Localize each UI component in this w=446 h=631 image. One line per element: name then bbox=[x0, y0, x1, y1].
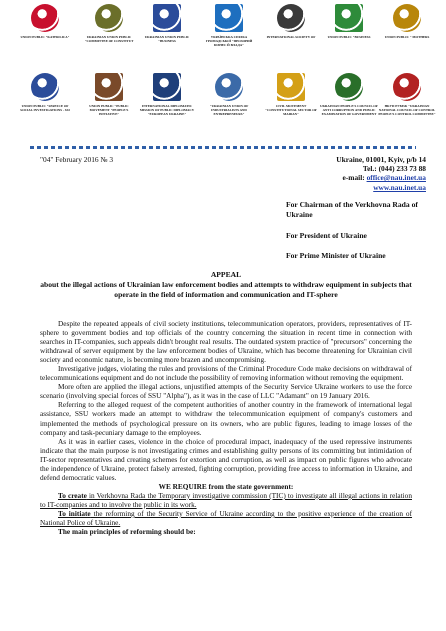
organization-logo bbox=[138, 4, 196, 43]
principles-text: The main principles of reforming should be: bbox=[58, 527, 196, 537]
organization-emblem-icon bbox=[393, 73, 421, 101]
addressee-prime-minister: For Prime Minister of Ukraine bbox=[286, 251, 386, 260]
principles-heading bbox=[40, 527, 412, 536]
organization-logo bbox=[262, 4, 320, 39]
require-heading: WE REQUIRE from the state government: bbox=[158, 481, 294, 491]
organization-logo bbox=[320, 73, 378, 116]
organization-emblem-icon bbox=[31, 73, 59, 101]
organization-emblem-icon bbox=[215, 4, 243, 32]
organization-caption: НКУП РУБЕЖ "UKRAINIAN NATIONAL COUNCIL OF CONTROL PEOPLE'S CONTROL COMMITTEE" bbox=[378, 104, 436, 117]
telephone: Tel.: (044) 233 73 88 bbox=[362, 164, 426, 174]
appeal-title: APPEAL bbox=[210, 270, 242, 279]
organization-logo bbox=[80, 73, 138, 116]
demand-initiate bbox=[40, 509, 412, 527]
email-line bbox=[286, 173, 426, 182]
organization-caption: "UKRAINIAN UNION OF INDUSTRIALISTS AND ENTREPRENEURS" bbox=[209, 104, 249, 117]
organization-caption: UNION PUBLIC " MOTHERS bbox=[384, 35, 430, 39]
email-link[interactable]: office@nau.inet.ua bbox=[366, 173, 426, 183]
date-line: "04" February 2016 № 3 bbox=[40, 155, 114, 164]
organization-caption: CIVIL MOVEMENT "CONSTITUTIONAL SECTOR OF MAIDAN" bbox=[265, 104, 317, 117]
organization-logo bbox=[200, 4, 258, 47]
website-link[interactable]: www.nau.inet.ua bbox=[373, 182, 426, 192]
organization-logo bbox=[16, 73, 74, 112]
organization-caption: INTERNATIONAL SOCIETY OF bbox=[266, 35, 316, 39]
organization-emblem-icon bbox=[95, 73, 123, 101]
demand-initiate-lead: To initiate bbox=[58, 508, 91, 518]
contact-block bbox=[286, 155, 426, 192]
organization-logo bbox=[80, 4, 138, 43]
organization-emblem-icon bbox=[153, 73, 181, 101]
organization-emblem-icon bbox=[335, 4, 363, 32]
organization-logo bbox=[378, 73, 436, 116]
demand-create bbox=[40, 491, 412, 509]
addressee-chairman: For Chairman of the Verkhovna Rada of Ukraine bbox=[286, 200, 418, 219]
organization-emblem-icon bbox=[277, 73, 305, 101]
paragraph: As it was in earlier cases, violence in the choice of procedural impact, inadequacy of the used repressive instruments indicate that the main purpose is not investigating crimes and establishing guilty persons of its committing but intimidation of IT-sector representatives and creating schemes for extortion and corruption, as well as impact on public figures who advocate the independence of Ukraine, protect falsely arrested, fighting corruption, providing free access to information in Ukraine, and defend democratic values. bbox=[40, 436, 412, 482]
organization-emblem-icon bbox=[153, 4, 181, 32]
organization-emblem-icon bbox=[31, 4, 59, 32]
organization-logo bbox=[320, 4, 378, 39]
organization-logo bbox=[138, 73, 196, 116]
organization-caption: UNION PUBLIC "BUSINESS bbox=[327, 35, 371, 39]
organization-logo bbox=[200, 73, 258, 116]
organization-logo bbox=[262, 73, 320, 116]
demand-create-lead: To create bbox=[58, 490, 87, 500]
appeal-title-block bbox=[40, 270, 412, 299]
address: Ukraine, 01001, Kyiv, p/b 14 bbox=[336, 155, 426, 164]
organization-emblem-icon bbox=[393, 4, 421, 32]
organization-emblem-icon bbox=[335, 73, 363, 101]
organization-emblem-icon bbox=[95, 4, 123, 32]
organization-caption: UNION PUBLIC "PUBLIC MOVEMENT "PEOPLE'S INITIATIVE" bbox=[89, 104, 129, 117]
organization-logo bbox=[378, 4, 436, 39]
demand-initiate-text: the reforming of the Security Service of Ukraine according to the positive experience of the creation of National Police of Ukraine. bbox=[40, 508, 413, 528]
organization-logo bbox=[16, 4, 74, 39]
demand-create-text: in Verkhovna Rada the Temporary investigative commission (TIC) to investigate all illegal actions in relation to IT-companies and to involve the public in its work. bbox=[40, 490, 412, 509]
organization-caption: UKRAINIAN PEOPLE'S COUNCIL OF ANTI CORRUPTION AND PUBLIC EXAMINATION OF GOVERNMENT bbox=[320, 104, 378, 117]
organization-caption: UKRAINIAN UNION PUBLIC "BUSINESS bbox=[144, 35, 190, 44]
header-divider bbox=[30, 146, 416, 149]
paragraph: Referring to the alleged request of the competent authorities of another country in the framework of international legal assistance, SSU workers made an attempt to withdraw the telecommunication equipment of company's customers and implemented the methods of psychological pressure on its owners, who are public figures, leading to image losses of the company and task-pecuniary damage to the employees. bbox=[40, 400, 412, 437]
organization-caption: INTERNATIONAL DIPLOMATIC MISSION OF PUBLIC DIPLOMACY "EUROPEAN UKRAINE" bbox=[139, 104, 195, 117]
addressee-president: For President of Ukraine bbox=[286, 231, 367, 240]
paragraph: Investigative judges, violating the rules and provisions of the Criminal Procedure Code make decisions on withdrawal of telecommunications equipment and do not include the possibility of removing information without removing the equipment. bbox=[40, 364, 412, 383]
email-label: e-mail: bbox=[342, 173, 367, 183]
appeal-body bbox=[40, 319, 412, 536]
organization-caption: УКРАЇНСЬКА СПІЛКА ГРОМАДСЬКОЇ "ПРОЗОРИЙ БІЗНЕС Й ВЛАДА" bbox=[205, 35, 253, 48]
organization-emblem-icon bbox=[277, 4, 305, 32]
paragraph: Despite the repeated appeals of civil society institutions, telecommunication operators, providers, representatives of IT-sphere to government bodies and top officials of the country concerning the situation in recent time in connection with searches in IT-companies, such appeals didn't brought real results. The outdated system practice of "precursors" concerning the withdrawal of server equipment by the law enforcement bodies of Ukraine, which has become threatening for Ukrainian civil society and economic nature, is becoming more brazen and uncompromising. bbox=[40, 319, 412, 365]
organization-caption: UNION PUBLIC "KATHOLICA" bbox=[20, 35, 70, 39]
organization-caption: UKRAINIAN UNION PUBLIC "COMMITTEE OF CONSTITUT bbox=[84, 35, 134, 44]
paragraph: More often are applied the illegal actions, unjustified attempts of the Security Service Ukraine workers to use the force scenario (involving special forces of SSU "Alpha"), as it was in the case of LLC "Adamant" on 19 January 2016. bbox=[40, 382, 412, 401]
organization-emblem-icon bbox=[215, 73, 243, 101]
organization-caption: UNION PUBLIC "SERVICE OF SOCIAL INVESTIGATIONS - SSI bbox=[20, 104, 70, 113]
appeal-subtitle: about the illegal actions of Ukrainian law enforcement bodies and attempts to withdraw equipment in subjects that operate in the field of information and communication and IT-sphere bbox=[40, 279, 412, 299]
